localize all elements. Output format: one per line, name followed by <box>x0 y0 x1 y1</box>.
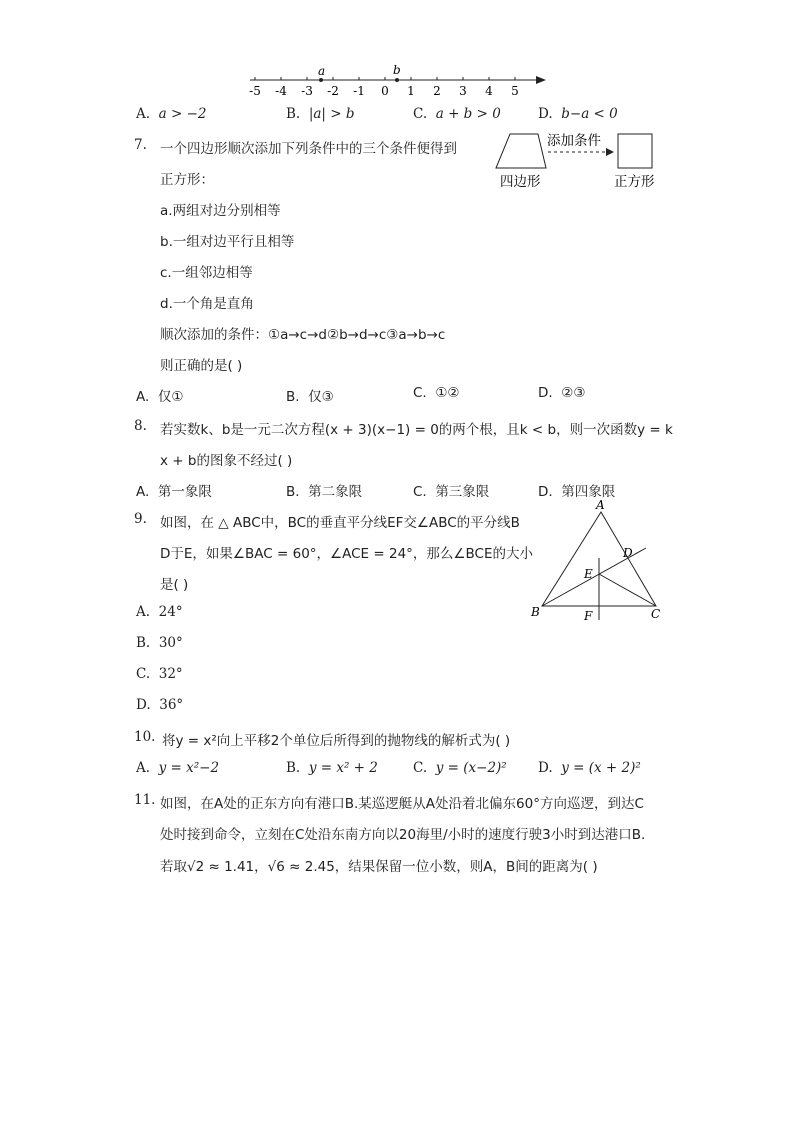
q7-ask: 则正确的是( ) <box>160 358 243 374</box>
q9-option-c[interactable] <box>136 666 183 682</box>
number-line-figure <box>240 60 560 100</box>
option-letter: D. <box>538 385 553 401</box>
q8-line1: 若实数k、b是一元二次方程(x + 3)(x−1) = 0的两个根，且k < b，则一次函数y = k <box>160 422 673 438</box>
option-letter: A. <box>136 484 150 500</box>
q8-line2: x + b的图象不经过( ) <box>160 453 293 469</box>
option-letter: C. <box>413 484 427 500</box>
q11-line2: 处时接到命令，立刻在C处沿东南方向以20海里/小时的速度行驶3小时到达港口B. <box>160 827 646 843</box>
option-text: ②③ <box>561 385 586 401</box>
q7-figure <box>490 126 670 194</box>
q7-sequence: 顺次添加的条件：①a→c→d②b→d→c③a→b→c <box>160 327 446 343</box>
q8-option-b[interactable] <box>286 480 362 500</box>
number-line-tick-label: 5 <box>511 84 519 98</box>
q7-option-c[interactable] <box>413 385 460 401</box>
square-shape <box>618 134 652 168</box>
q7-cond-d: d.一个角是直角 <box>160 296 254 312</box>
point-a <box>319 78 323 82</box>
number-line-tick-label: -4 <box>275 84 287 98</box>
q7-cond-c: c.一组邻边相等 <box>160 265 253 281</box>
number-line-tick-label: -5 <box>249 84 261 98</box>
q8-number: 8. <box>134 418 147 434</box>
number-line-tick-label: -2 <box>327 84 339 98</box>
q6-option-d[interactable] <box>538 106 618 122</box>
number-line-tick-label: 4 <box>485 84 493 98</box>
number-line-tick-label: 0 <box>381 84 389 98</box>
quadrilateral-shape <box>496 134 546 168</box>
option-letter: A. <box>136 389 150 405</box>
number-line-tick-label: 1 <box>407 84 415 98</box>
vertex-a-label: A <box>596 498 605 512</box>
q9-line1: 如图，在 △ ABC中，BC的垂直平分线EF交∠ABC的平分线B <box>160 515 520 531</box>
number-line-tick-label: -3 <box>301 84 313 98</box>
q9-option-a[interactable] <box>136 604 183 620</box>
q6-option-c[interactable] <box>413 106 501 122</box>
option-text: 36° <box>159 697 184 713</box>
point-b <box>395 78 399 82</box>
q7-option-b[interactable] <box>286 385 334 405</box>
option-text: ①② <box>435 385 460 401</box>
q8-option-a[interactable] <box>136 480 212 500</box>
q10-option-c[interactable] <box>413 760 507 776</box>
number-line-arrow <box>536 76 546 84</box>
point-d-label: D <box>623 546 633 560</box>
option-text: y = (x + 2)² <box>561 760 641 776</box>
option-letter: D. <box>538 760 553 776</box>
q7-line1: 一个四边形顺次添加下列条件中的三个条件便得到 <box>160 141 457 157</box>
option-text: 第三象限 <box>435 484 490 500</box>
q11-number: 11. <box>134 792 156 808</box>
quadrilateral-label: 四边形 <box>500 174 541 190</box>
q9-number: 9. <box>134 511 147 527</box>
q9-option-d[interactable] <box>136 697 183 713</box>
q8-option-d[interactable] <box>538 480 615 500</box>
vertex-b-label: B <box>531 605 540 619</box>
option-letter: B. <box>286 389 300 405</box>
arrow-label: 添加条件 <box>547 133 601 149</box>
point-e-label: E <box>584 567 593 581</box>
option-letter: B. <box>286 484 300 500</box>
q10-option-a[interactable] <box>136 760 219 776</box>
option-letter: B. <box>286 106 301 122</box>
option-letter: C. <box>413 106 428 122</box>
q7-option-a[interactable] <box>136 385 184 405</box>
q8-option-c[interactable] <box>413 480 489 500</box>
option-letter: A. <box>136 106 151 122</box>
option-letter: A. <box>136 760 151 776</box>
q7-option-d[interactable] <box>538 385 586 401</box>
point-f-label: F <box>584 609 593 623</box>
option-text: 第四象限 <box>561 484 616 500</box>
option-letter: C. <box>413 760 428 776</box>
option-letter: B. <box>286 760 301 776</box>
option-text: |a| > b <box>308 106 355 122</box>
option-text: a + b > 0 <box>435 106 501 122</box>
option-text: y = (x−2)² <box>435 760 507 776</box>
number-line-tick-label: 3 <box>459 84 467 98</box>
q10-number: 10. <box>134 729 156 745</box>
option-letter: A. <box>136 604 151 620</box>
option-text: 第二象限 <box>308 484 363 500</box>
label-b: b <box>393 63 401 77</box>
label-a: a <box>318 64 326 78</box>
option-letter: C. <box>136 666 151 682</box>
q11-line1: 如图，在A处的正东方向有港口B.某巡逻艇从A处沿着北偏东60°方向巡逻，到达C <box>160 796 644 812</box>
q7-line2: 正方形： <box>160 172 214 188</box>
option-text: 仅① <box>157 389 184 405</box>
option-letter: B. <box>136 635 151 651</box>
q9-option-b[interactable] <box>136 635 183 651</box>
q7-cond-b: b.一组对边平行且相等 <box>160 234 295 250</box>
q9-triangle-figure <box>526 498 672 626</box>
option-text: 24° <box>158 604 183 620</box>
q10-line1: 将y = x²向上平移2个单位后所得到的抛物线的解析式为( ) <box>162 733 511 749</box>
q10-option-d[interactable] <box>538 760 641 776</box>
option-letter: C. <box>413 385 427 401</box>
option-text: a > −2 <box>158 106 207 122</box>
option-text: 30° <box>158 635 183 651</box>
option-text: 仅③ <box>308 389 334 405</box>
option-letter: D. <box>538 106 553 122</box>
q7-cond-a: a.两组对边分别相等 <box>160 203 281 219</box>
q7-number: 7. <box>134 137 147 153</box>
vertex-c-label: C <box>651 607 661 621</box>
option-text: y = x² + 2 <box>308 760 378 776</box>
option-text: y = x²−2 <box>158 760 220 776</box>
q10-option-b[interactable] <box>286 760 378 776</box>
q9-line3: 是( ) <box>160 577 189 593</box>
q9-line2: D于E，如果∠BAC = 60°，∠ACE = 24°，那么∠BCE的大小 <box>160 546 533 562</box>
option-letter: D. <box>136 697 151 713</box>
option-letter: D. <box>538 484 553 500</box>
segment-ec <box>599 574 656 606</box>
number-line-tick-label: 2 <box>433 84 441 98</box>
option-text: 32° <box>158 666 183 682</box>
q6-option-b[interactable] <box>286 106 355 122</box>
q6-option-a[interactable] <box>136 106 206 122</box>
square-label: 正方形 <box>614 174 655 190</box>
arrow-head-icon <box>606 148 614 156</box>
option-text: 第一象限 <box>157 484 212 500</box>
q11-line3: 若取√2 ≈ 1.41，√6 ≈ 2.45，结果保留一位小数，则A，B间的距离为( ) <box>160 859 598 875</box>
option-text: b−a < 0 <box>561 106 618 122</box>
number-line-tick-label: -1 <box>353 84 365 98</box>
